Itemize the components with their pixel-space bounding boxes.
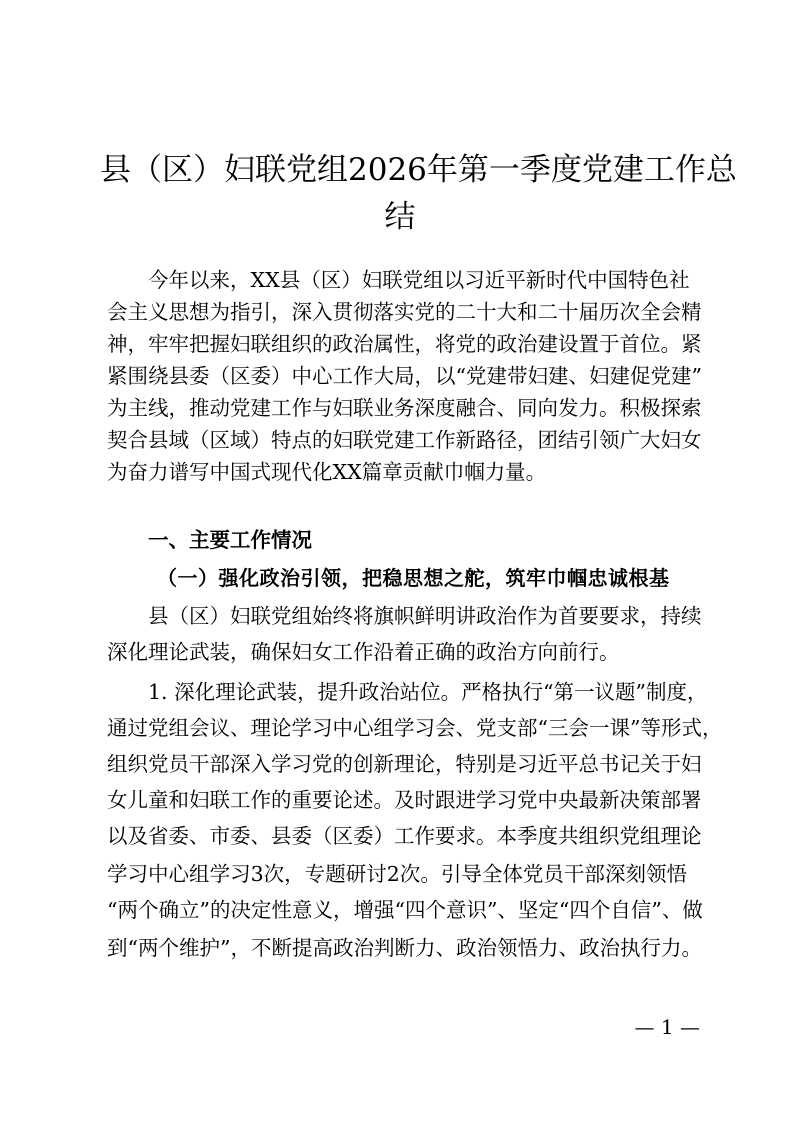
item-line: 到“两个维护”，不断提高政治判断力、政治领悟力、政治执行力。 — [107, 936, 702, 960]
item-line: “两个确立”的决定性意义，增强“四个意识”、坚定“四个自信”、做 — [107, 898, 703, 922]
document-title-line-1: 县（区）妇联党组2026年第一季度党建工作总 — [100, 152, 737, 188]
page-number: — 1 — — [634, 1015, 700, 1039]
item-line: 1. 深化理论武装，提升政治站位。严格执行“第一议题”制度， — [148, 680, 708, 704]
intro-line: 今年以来，XX县（区）妇联党组以习近平新时代中国特色社 — [148, 268, 690, 292]
document-title-line-2: 结 — [384, 199, 416, 235]
intro-line: 契合县域（区域）特点的妇联党建工作新路径，团结引领广大妇女 — [107, 428, 702, 452]
item-line: 学习中心组学习3次，专题研讨2次。引导全体党员干部深刻领悟 — [107, 862, 687, 886]
item-line: 组织党员干部深入学习党的创新理论，特别是习近平总书记关于妇 — [107, 752, 702, 776]
intro-line: 为主线，推动党建工作与妇联业务深度融合、同向发力。积极探索 — [107, 396, 702, 420]
intro-line: 神，牢牢把握妇联组织的政治属性，将党的政治建设置于首位。紧 — [107, 332, 702, 356]
intro-line: 为奋力谱写中国式现代化XX篇章贡献巾帼力量。 — [107, 460, 547, 484]
subsection-line: 深化理论武装，确保妇女工作沿着正确的政治方向前行。 — [107, 640, 620, 664]
intro-line: 紧围绕县委（区委）中心工作大局，以“党建带妇建、妇建促党建” — [107, 364, 702, 388]
item-line: 通过党组会议、理论学习中心组学习会、党支部“三会一课”等形式， — [107, 716, 723, 740]
intro-line: 会主义思想为指引，深入贯彻落实党的二十大和二十届历次全会精 — [107, 300, 702, 324]
subsection-line: 县（区）妇联党组始终将旗帜鲜明讲政治作为首要要求，持续 — [148, 604, 702, 628]
section-heading: 一、主要工作情况 — [148, 528, 312, 552]
item-line: 女儿童和妇联工作的重要论述。及时跟进学习党中央最新决策部署 — [107, 788, 702, 812]
item-line: 以及省委、市委、县委（区委）工作要求。本季度共组织党组理论 — [107, 824, 702, 848]
subsection-heading: （一）强化政治引领，把稳思想之舵，筑牢巾帼忠诚根基 — [157, 566, 670, 590]
